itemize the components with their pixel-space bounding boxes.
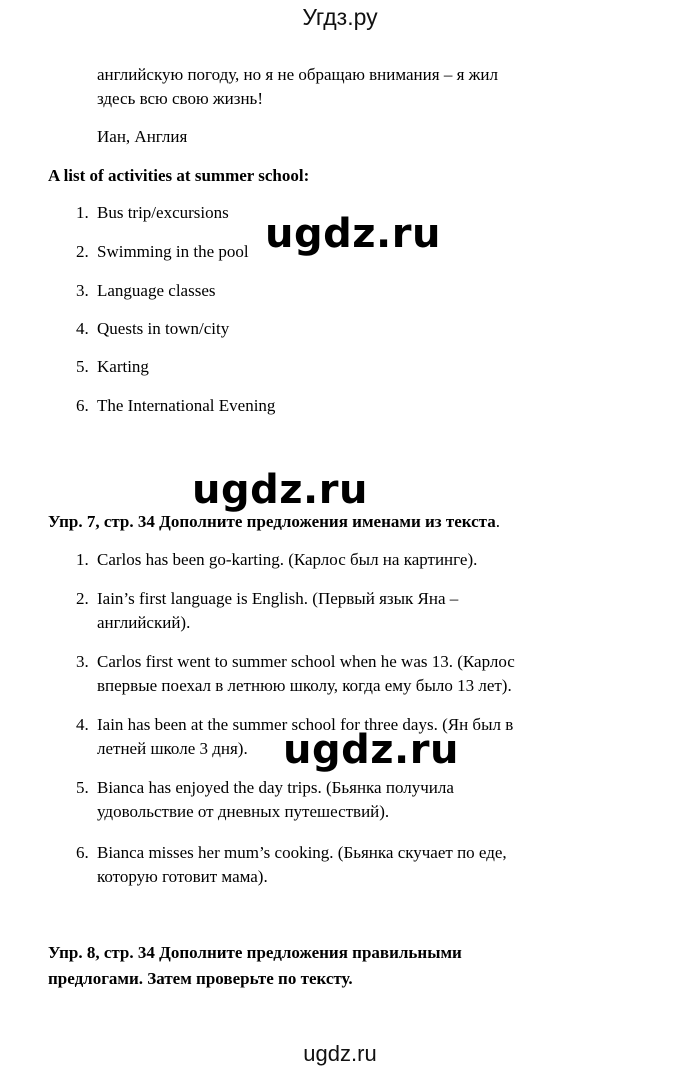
item-number: 2. [76,242,89,261]
item-number: 1. [76,550,89,569]
item-text [97,776,454,824]
item-text [97,587,458,635]
watermark: ugdz.ru [192,467,368,513]
item-text: Bus trip/excursions [97,203,229,222]
site-footer: ugdz.ru [303,1041,377,1066]
item-number: 4. [76,319,89,338]
activities-heading: A list of activities at summer school: [48,166,310,185]
item-number: 2. [76,589,89,608]
item-text [97,548,477,572]
item-line-1: Carlos has been go-karting. (Карлос был на картинге). [97,550,478,569]
item-text: The International Evening [97,396,276,415]
exercise-8-heading-line-2: предлогами. Затем проверьте по тексту. [48,969,353,988]
item-line-1: Bianca has enjoyed the day trips. (Бьянка получила [97,778,454,797]
item-number: 3. [76,281,89,300]
exercise-7-heading-period: . [495,512,500,531]
item-number: 5. [76,357,89,376]
item-line-1: Carlos first went to summer school when he was 13. (Карлос [97,652,515,671]
exercise-7-heading [48,510,500,534]
item-number: 3. [76,652,89,671]
item-line-2: летней школе 3 дня). [97,739,248,758]
site-header: Угдз.ру [302,4,378,30]
exercise-8-heading-line-1: Упр. 8, стр. 34 Дополните предложения правильными [48,943,462,962]
item-text: Quests in town/city [97,319,230,338]
item-number: 1. [76,203,89,222]
item-line-1: Iain has been at the summer school for three days. (Ян был в [97,715,514,734]
item-text: Swimming in the pool [97,242,249,261]
item-line-1: Iain’s first language is English. (Первый язык Яна – [97,589,459,608]
item-text: Karting [97,357,149,376]
item-number: 4. [76,715,89,734]
intro-line-2: здесь всю свою жизнь! [97,89,263,108]
item-line-2: удовольствие от дневных путешествий). [97,802,390,821]
item-text [97,650,515,698]
item-text [97,841,507,889]
watermark: ugdz.ru [283,727,459,773]
item-number: 5. [76,778,89,797]
intro-signature: Иан, Англия [97,127,188,146]
item-line-2: которую готовит мама). [97,867,268,886]
intro-line-1: английскую погоду, но я не обращаю внимания – я жил [97,65,498,84]
watermark: ugdz.ru [265,211,441,257]
item-number: 6. [76,396,89,415]
item-line-2: впервые поехал в летнюю школу, когда ему было 13 лет). [97,676,512,695]
item-number: 6. [76,843,89,862]
item-text: Language classes [97,281,216,300]
item-line-1: Bianca misses her mum’s cooking. (Бьянка скучает по еде, [97,843,507,862]
item-line-2: английский). [97,613,191,632]
exercise-7-heading-text: Упр. 7, стр. 34 Дополните предложения именами из текста [48,512,496,531]
